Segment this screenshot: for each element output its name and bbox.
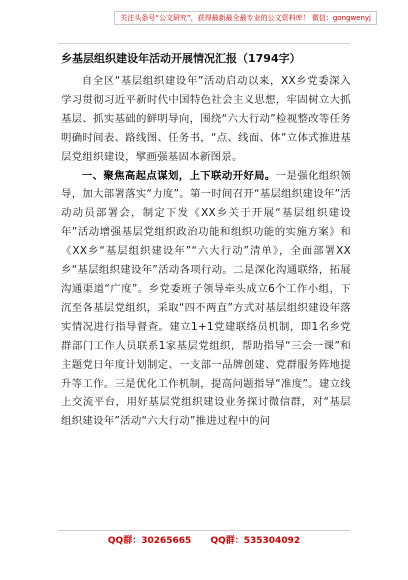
document-body bbox=[61, 72, 351, 431]
section-1-heading: 一、聚焦高起点谋划，上下联动开好局。 bbox=[81, 169, 276, 182]
intro-paragraph: 自全区“基层组织建设年”活动启动以来，XX乡党委深入学习贯彻习近平新时代中国特色社会主义思想，牢固树立大抓基层、抓实基础的鲜明导向，围绕“六大行动”检视整改等任务明确时间表、路线图、任务书，“点、线面、体”立体式推进基层党组织建设，擘画强基固本新图景。 bbox=[61, 75, 351, 163]
qq-group-1: QQ群：30265665 bbox=[107, 536, 192, 546]
footer-contacts bbox=[0, 535, 408, 547]
section-1-paragraph bbox=[61, 167, 351, 432]
top-banner: 关注头条号“公文研究”，获得最新最全最专业的公文资料库！ 微信：gongwenyj bbox=[114, 11, 377, 25]
footer-divider bbox=[58, 530, 350, 531]
qq-group-2: QQ群：535304092 bbox=[210, 536, 301, 546]
document-title: 乡基层组织建设年活动开展情况汇报（1794字） bbox=[61, 52, 301, 65]
section-1-body: 一是强化组织领导，加大部署落实“力度”。第一时间召开“基层组织建设年”活动动员部署会，制定下发《XX乡关于开展“基层组织建设年”活动增强基层党组织政治功能和组织功能的实施方案》和《XX乡“基层组织建设年”“六大行动”清单》，全面部署XX乡“基层组织建设年”活动各项行动。二是深化沟通联络，拓展沟通渠道“广度”。乡党委班子领导牵头成立6个工作小组，下沉至各基层党组织，采取“四不两直”方式对基层组织建设年落实情况进行指导督查。建立1+1党建联络员机制，即1名乡党群部门工作人员联系1家基层党组织，帮助指导“三会一课”和主题党日年度计划制定、一支部一品牌创建、党群服务阵地提升等工作。三是优化工作机制，提高问题指导“准度”。建立线上交流平台，用好基层党组织建设业务探讨微信群，对“基层组织建设年”活动“六大行动”推进过程中的问 bbox=[61, 169, 351, 428]
header-divider bbox=[58, 43, 350, 44]
